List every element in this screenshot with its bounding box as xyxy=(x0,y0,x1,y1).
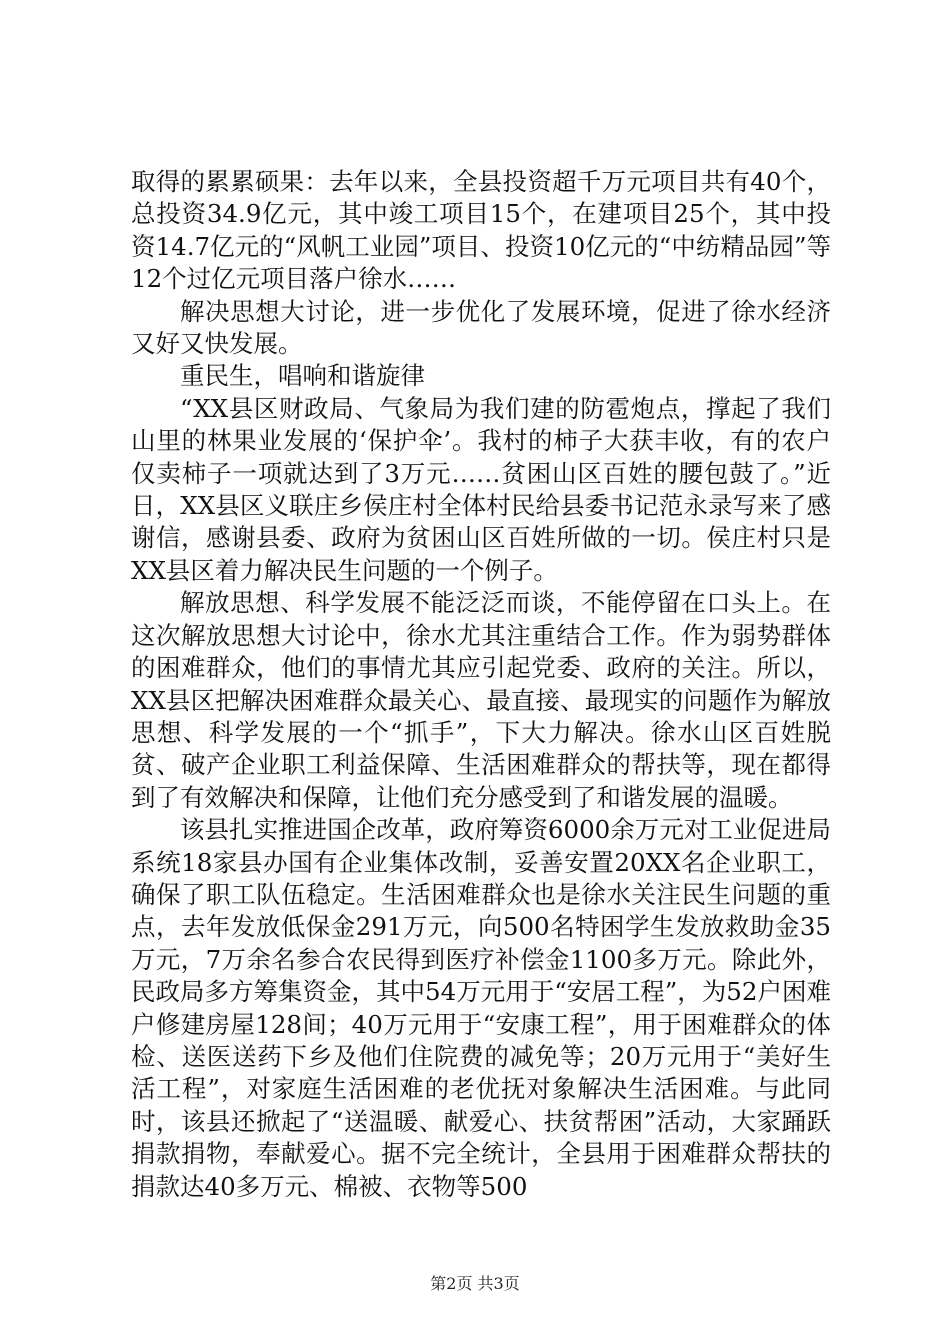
paragraph-4: 解放思想、科学发展不能泛泛而谈，不能停留在口头上。在这次解放思想大讨论中，徐水尤其注重结合工作。作为弱势群体的困难群众，他们的事情尤其应引起党委、政府的关注。所以，XX县区把解决困难群众最关心、最直接、最现实的问题作为解放思想、科学发展的一个“抓手”，下大力解决。徐水山区百姓脱贫、破产企业职工利益保障、生活困难群众的帮扶等，现在都得到了有效解决和保障，让他们充分感受到了和谐发展的温暖。 xyxy=(131,588,831,812)
paragraph-5: 该县扎实推进国企改革，政府筹资6000余万元对工业促进局系统18家县办国有企业集体改制，妥善安置20XX名企业职工，确保了职工队伍稳定。生活困难群众也是徐水关注民生问题的重点，去年发放低保金291万元，向500名特困学生发放救助金35万元，7万余名参合农民得到医疗补偿金1100多万元。除此外，民政局多方筹集资金，其中54万元用于“安居工程”，为52户困难户修建房屋128间；40万元用于“安康工程”，用于困难群众的体检、送医送药下乡及他们住院费的减免等；20万元用于“美好生活工程”，对家庭生活困难的老优抚对象解决生活困难。与此同时，该县还掀起了“送温暖、献爱心、扶贫帮困”活动，大家踊跃捐款捐物，奉献爱心。据不完全统计，全县用于困难群众帮扶的捐款达40多万元、棉被、衣物等500 xyxy=(131,815,831,1201)
paragraph-3: “XX县区财政局、气象局为我们建的防雹炮点，撑起了我们山里的林果业发展的‘保护伞’。我村的柿子大获丰收，有的农户仅卖柿子一项就达到了3万元……贫困山区百姓的腰包鼓了。”近日，XX县区义联庄乡侯庄村全体村民给县委书记范永录写来了感谢信，感谢县委、政府为贫困山区百姓所做的一切。侯庄村只是XX县区着力解决民生问题的一个例子。 xyxy=(131,393,831,585)
paragraph-2: 解决思想大讨论，进一步优化了发展环境，促进了徐水经济又好又快发展。 xyxy=(131,296,831,359)
paragraph-1: 取得的累累硕果：去年以来，全县投资超千万元项目共有40个，总投资34.9亿元，其中竣工项目15个，在建项目25个，其中投资14.7亿元的“风帆工业园”项目、投资10亿元的“中纺精品园”等12个过亿元项目落户徐水…… xyxy=(131,167,831,294)
page-number-footer: 第2页 共3页 xyxy=(430,1274,520,1293)
section-heading: 重民生，唱响和谐旋律 xyxy=(180,361,425,391)
document-body xyxy=(131,166,831,1203)
